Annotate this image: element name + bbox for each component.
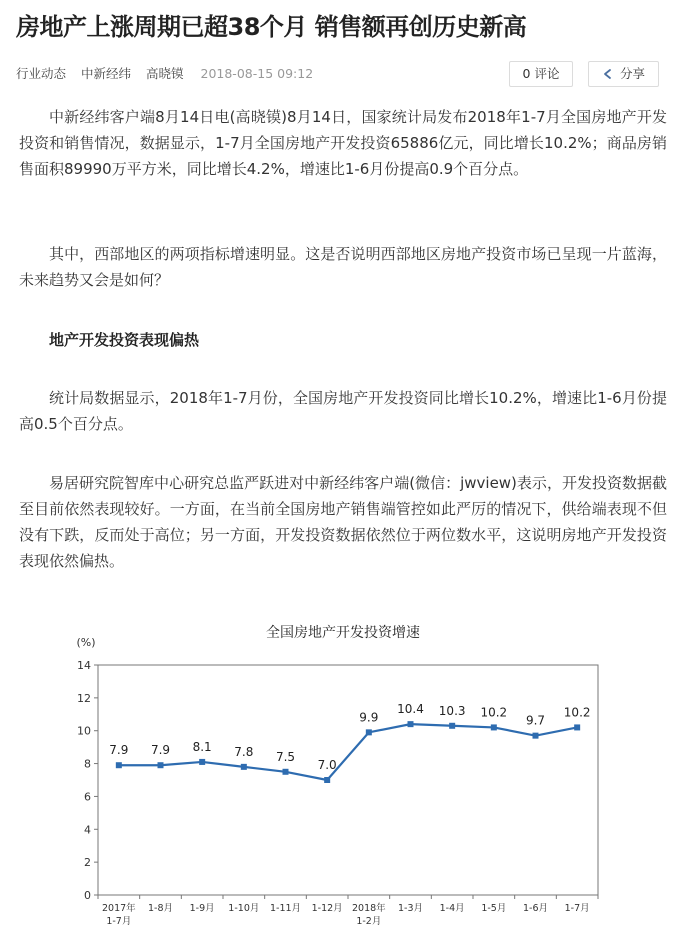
data-label: 9.9	[359, 710, 379, 725]
data-point	[366, 729, 372, 735]
article-category-link[interactable]: 行业动态	[16, 66, 67, 81]
plot-frame	[98, 665, 598, 895]
data-label: 7.8	[234, 744, 254, 759]
y-tick-label: 10	[77, 724, 91, 738]
data-point	[533, 733, 539, 739]
share-button[interactable]	[588, 61, 659, 87]
x-tick-label: 2018年	[351, 903, 386, 914]
x-tick-label: 1-2月	[356, 916, 382, 927]
x-tick-label: 1-10月	[228, 903, 260, 914]
x-tick-label: 1-3月	[397, 903, 424, 914]
data-point	[158, 762, 164, 768]
y-tick-label: 0	[84, 889, 91, 902]
data-point	[283, 769, 289, 775]
x-tick-label: 1-4月	[439, 903, 465, 914]
article-datetime: 2018-08-15 09:12	[200, 66, 314, 81]
share-label: 分享	[619, 66, 645, 81]
data-point	[116, 762, 122, 768]
data-point	[574, 724, 580, 730]
data-point	[449, 723, 455, 729]
x-tick-label: 1-7月	[106, 916, 132, 927]
y-tick-label: 14	[77, 659, 91, 672]
chart-title: 全国房地产开发投资增速	[266, 625, 420, 641]
investment-growth-chart	[0, 605, 686, 945]
y-tick-label: 2	[84, 856, 91, 870]
y-tick-label: 8	[84, 757, 91, 771]
article-title: 房地产上涨周期已超38个月 销售额再创历史新高	[16, 13, 527, 41]
article-paragraph: 中新经纬客户端8月14日电(高晓镆)8月14日，国家统计局发布2018年1-7月全国房地产开发投资和销售情况，数据显示，1-7月全国房地产开发投资65886亿元，同比增长10.2%；商品房销售面积89990万平方米，同比增长4.2%，增速比1-6月份提高0.9个百分点。	[19, 108, 667, 178]
article-source: 中新经纬	[81, 66, 132, 81]
chart-svg	[0, 605, 686, 945]
y-tick-label: 6	[84, 790, 91, 804]
data-point	[408, 721, 414, 727]
chart-y-unit: (%)	[76, 636, 96, 649]
data-label: 7.9	[109, 743, 129, 758]
article-author: 高晓镆	[146, 66, 184, 81]
comment-button[interactable]	[509, 61, 573, 87]
x-tick-label: 2017年	[101, 903, 136, 914]
y-tick-label: 12	[77, 691, 91, 705]
data-label: 7.5	[275, 749, 296, 764]
data-label: 10.2	[563, 705, 591, 720]
y-tick-label: 4	[84, 823, 91, 837]
x-tick-label: 1-5月	[481, 903, 507, 914]
data-point	[491, 724, 497, 730]
article-meta	[16, 64, 324, 84]
article-subheading: 地产开发投资表现偏热	[49, 331, 200, 349]
x-tick-label: 1-8月	[147, 903, 174, 914]
data-point	[324, 777, 330, 783]
comment-label: 评论	[534, 66, 560, 81]
x-tick-label: 1-11月	[269, 903, 302, 914]
x-tick-label: 1-7月	[564, 903, 590, 914]
article-paragraph: 易居研究院智库中心研究总监严跃进对中新经纬客户端(微信：jwview)表示，开发投资数据截至目前依然表现较好。一方面，在当前全国房地产销售端管控如此严厉的情况下，供给端表现不但没有下跌，反而处于高位；另一方面，开发投资数据依然位于两位数水平，这说明房地产开发投资表现依然偏热。	[19, 474, 667, 570]
data-label: 9.7	[525, 713, 546, 728]
data-label: 7.0	[317, 758, 337, 772]
x-tick-label: 1-9月	[189, 903, 215, 914]
comment-count: 0	[522, 66, 531, 81]
data-point	[241, 764, 247, 770]
x-tick-label: 1-6月	[522, 903, 549, 914]
article-paragraph: 统计局数据显示，2018年1-7月份，全国房地产开发投资同比增长10.2%，增速比1-6月份提高0.5个百分点。	[19, 389, 667, 433]
x-tick-label: 1-12月	[311, 903, 343, 914]
series-line	[119, 724, 577, 780]
share-icon	[602, 64, 614, 88]
data-label: 10.4	[397, 702, 424, 717]
data-label: 10.3	[438, 703, 466, 718]
data-label: 8.1	[192, 739, 212, 754]
data-label: 10.2	[480, 705, 508, 720]
data-point	[199, 759, 205, 765]
article-paragraph: 其中，西部地区的两项指标增速明显。这是否说明西部地区房地产投资市场已呈现一片蓝海，未来趋势又会是如何？	[19, 245, 667, 289]
data-label: 7.9	[150, 743, 171, 758]
